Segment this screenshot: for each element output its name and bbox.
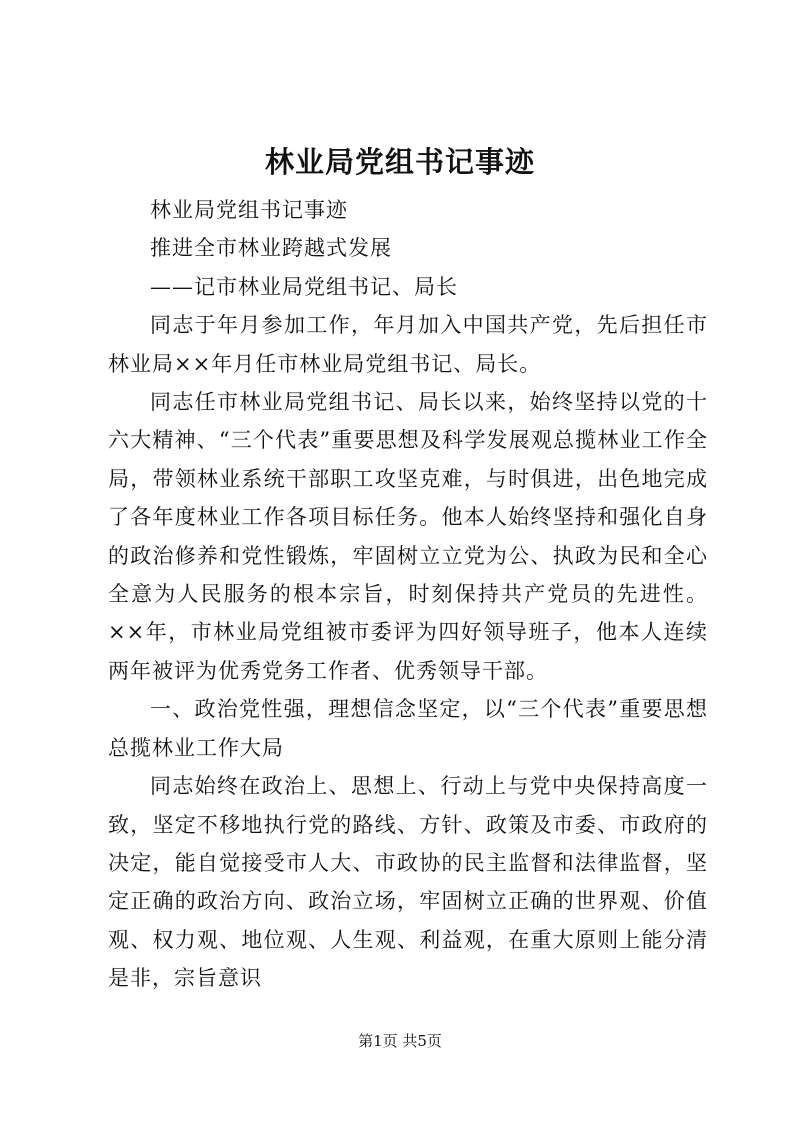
paragraph-achievements: 同志任市林业局党组书记、局长以来，始终坚持以党的十六大精神、“三个代表”重要思想及科学发展观总揽林业工作全局，带领林业系统干部职工攻坚克难，与时俱进，出色地完成了各年度林业工作各项目标任务。他本人始终坚持和强化自身的政治修养和党性锻炼，牢固树立立党为公、执政为民和全心全意为人民服务的根本宗旨，时刻保持共产党员的先进性。××年，市林业局党组被市委评为四好领导班子，他本人连续两年被评为优秀党务工作者、优秀领导干部。 [108, 390, 708, 683]
paragraph-biography: 同志于年月参加工作，年月加入中国共产党，先后担任市林业局××年月任市林业局党组书记、局长。 [108, 313, 708, 376]
document-title: 林业局党组书记事迹 [264, 145, 535, 179]
paragraph-byline: ——记市林业局党组书记、局长 [150, 274, 458, 299]
paragraph-subtitle: 林业局党组书记事迹 [150, 198, 348, 222]
section-heading-1: 一、政治党性强，理想信念坚定，以“三个代表”重要思想总揽林业工作大局 [108, 697, 708, 760]
paragraph-section-1: 同志始终在政治上、思想上、行动上与党中央保持高度一致，坚定不移地执行党的路线、方针、政策及市委、市政府的决定，能自觉接受市人大、市政协的民主监督和法律监督，坚定正确的政治方向、政治立场，牢固树立正确的世界观、价值观、权力观、地位观、人生观、利益观，在重大原则上能分清是非，宗旨意识 [108, 774, 708, 991]
paragraph-headline: 推进全市林业跨越式发展 [150, 236, 392, 261]
document-body [108, 191, 708, 998]
page-footer: 第1页 共5页 [358, 1032, 442, 1050]
